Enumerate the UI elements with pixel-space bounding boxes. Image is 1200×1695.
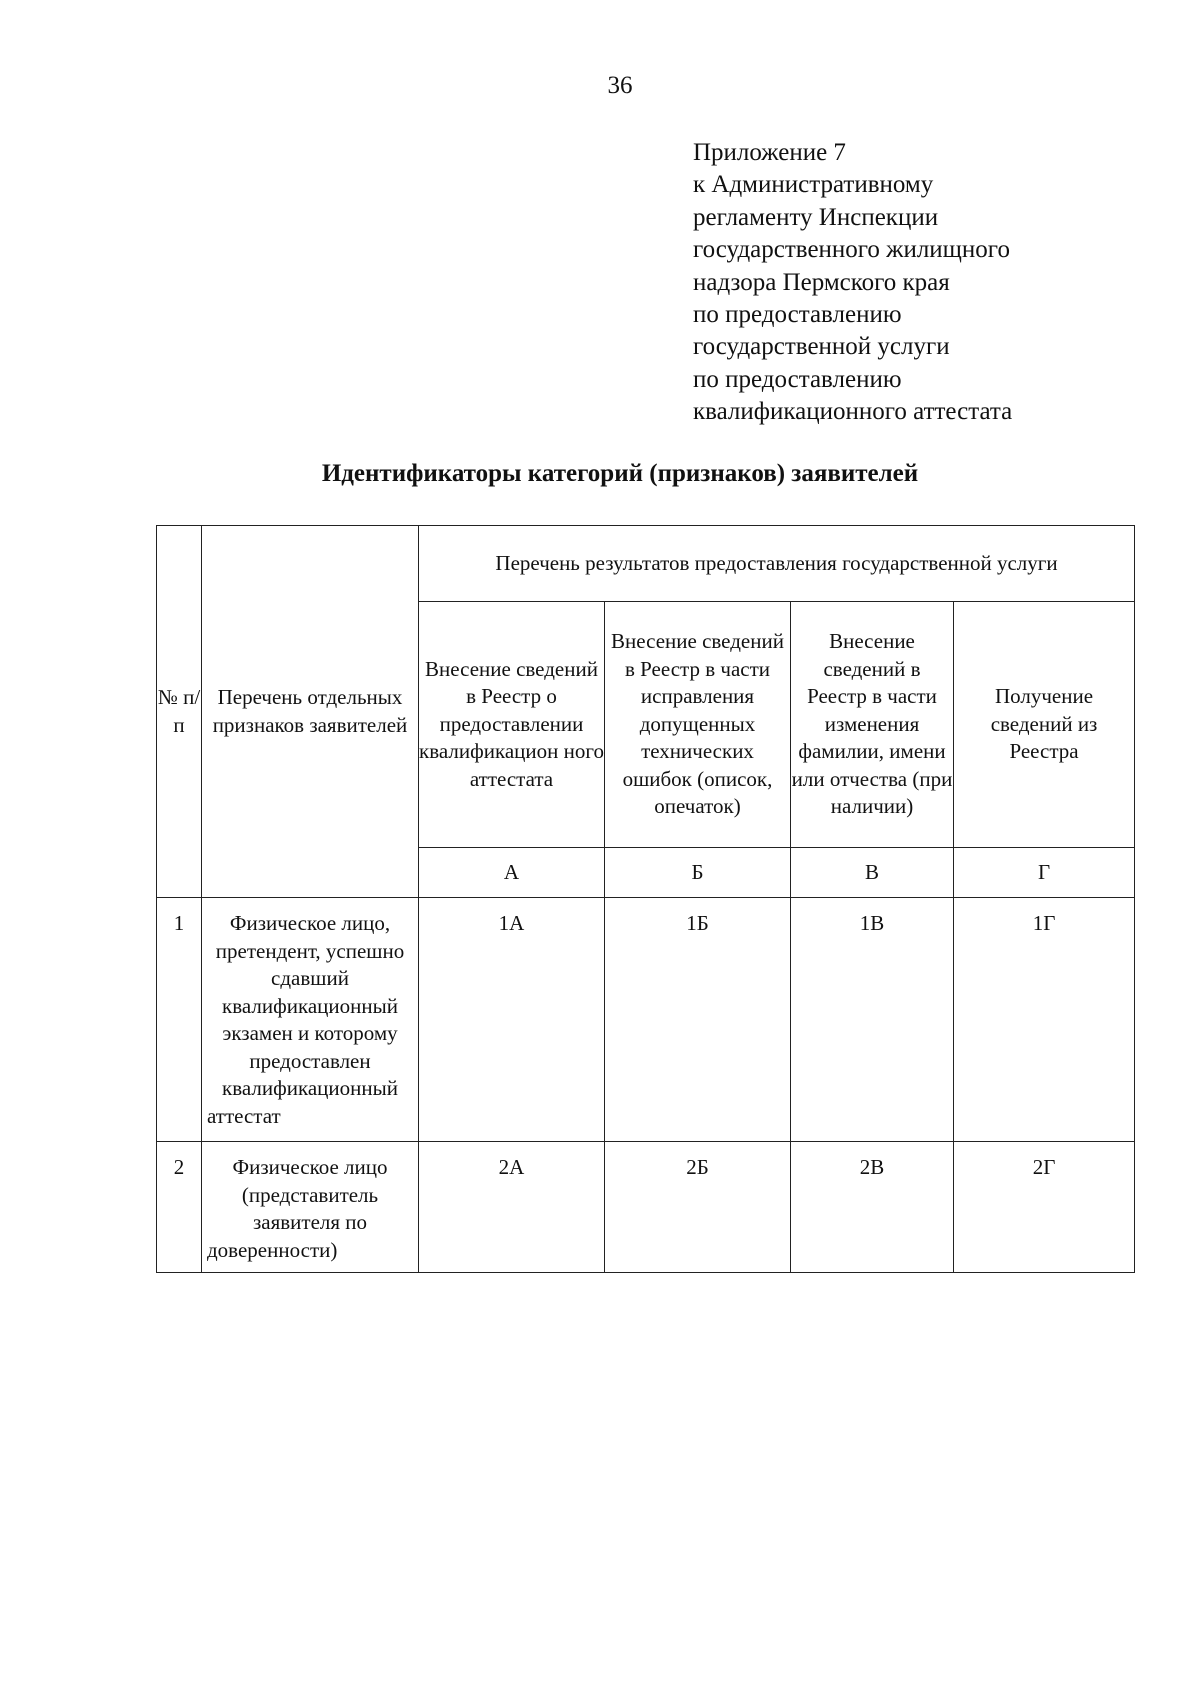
page-number: 36 [607, 72, 633, 99]
row-value: 1Б [605, 898, 791, 1142]
appendix-block [693, 137, 1012, 429]
header-column-v: Внесение сведений в Реестр в части изменения фамилии, имени или отчества (при наличии) [791, 602, 954, 848]
header-column-g: Получение сведений из Реестра [954, 602, 1135, 848]
appendix-line: регламенту Инспекции [693, 203, 939, 231]
row-value: 1А [419, 898, 605, 1142]
appendix-line: государственного жилищного [693, 236, 1010, 264]
table-header-row [157, 526, 1135, 602]
header-column-a: Внесение сведений в Реестр о предоставлении квалификацион ного аттестата [419, 602, 605, 848]
row-value: 2А [419, 1142, 605, 1273]
appendix-line: надзора Пермского края [693, 268, 950, 296]
header-code-a: А [419, 848, 605, 898]
row-num: 1 [157, 898, 202, 1142]
table-row [157, 1142, 1135, 1273]
header-features: Перечень отдельных признаков заявителей [202, 526, 419, 898]
appendix-line: по предоставлению [693, 301, 902, 329]
appendix-line: по предоставлению [693, 365, 902, 393]
row-value: 2Г [954, 1142, 1135, 1273]
header-code-v: В [791, 848, 954, 898]
appendix-line: к Административному [693, 171, 934, 199]
row-num: 2 [157, 1142, 202, 1273]
row-value: 1В [791, 898, 954, 1142]
row-feature: Физическое лицо (представитель заявителя по доверенности) [202, 1142, 419, 1273]
header-num: № п/п [157, 526, 202, 898]
header-column-b: Внесение сведений в Реестр в части исправления допущенных технических ошибок (описок, опечаток) [605, 602, 791, 848]
row-value: 2Б [605, 1142, 791, 1273]
row-value: 1Г [954, 898, 1135, 1142]
document-title: Идентификаторы категорий (признаков) заявителей [321, 460, 919, 487]
appendix-line: государственной услуги [693, 333, 950, 361]
row-value: 2В [791, 1142, 954, 1273]
header-code-g: Г [954, 848, 1135, 898]
applicant-categories-table [156, 525, 1135, 1273]
appendix-line: Приложение 7 [693, 139, 846, 166]
table-row [157, 898, 1135, 1142]
appendix-line: квалификационного аттестата [693, 398, 1013, 426]
header-results-group: Перечень результатов предоставления государственной услуги [419, 526, 1135, 602]
row-feature: Физическое лицо, претендент, успешно сдавший квалификационный экзамен и которому предоставлен квалификационный аттестат [202, 898, 419, 1142]
header-code-b: Б [605, 848, 791, 898]
